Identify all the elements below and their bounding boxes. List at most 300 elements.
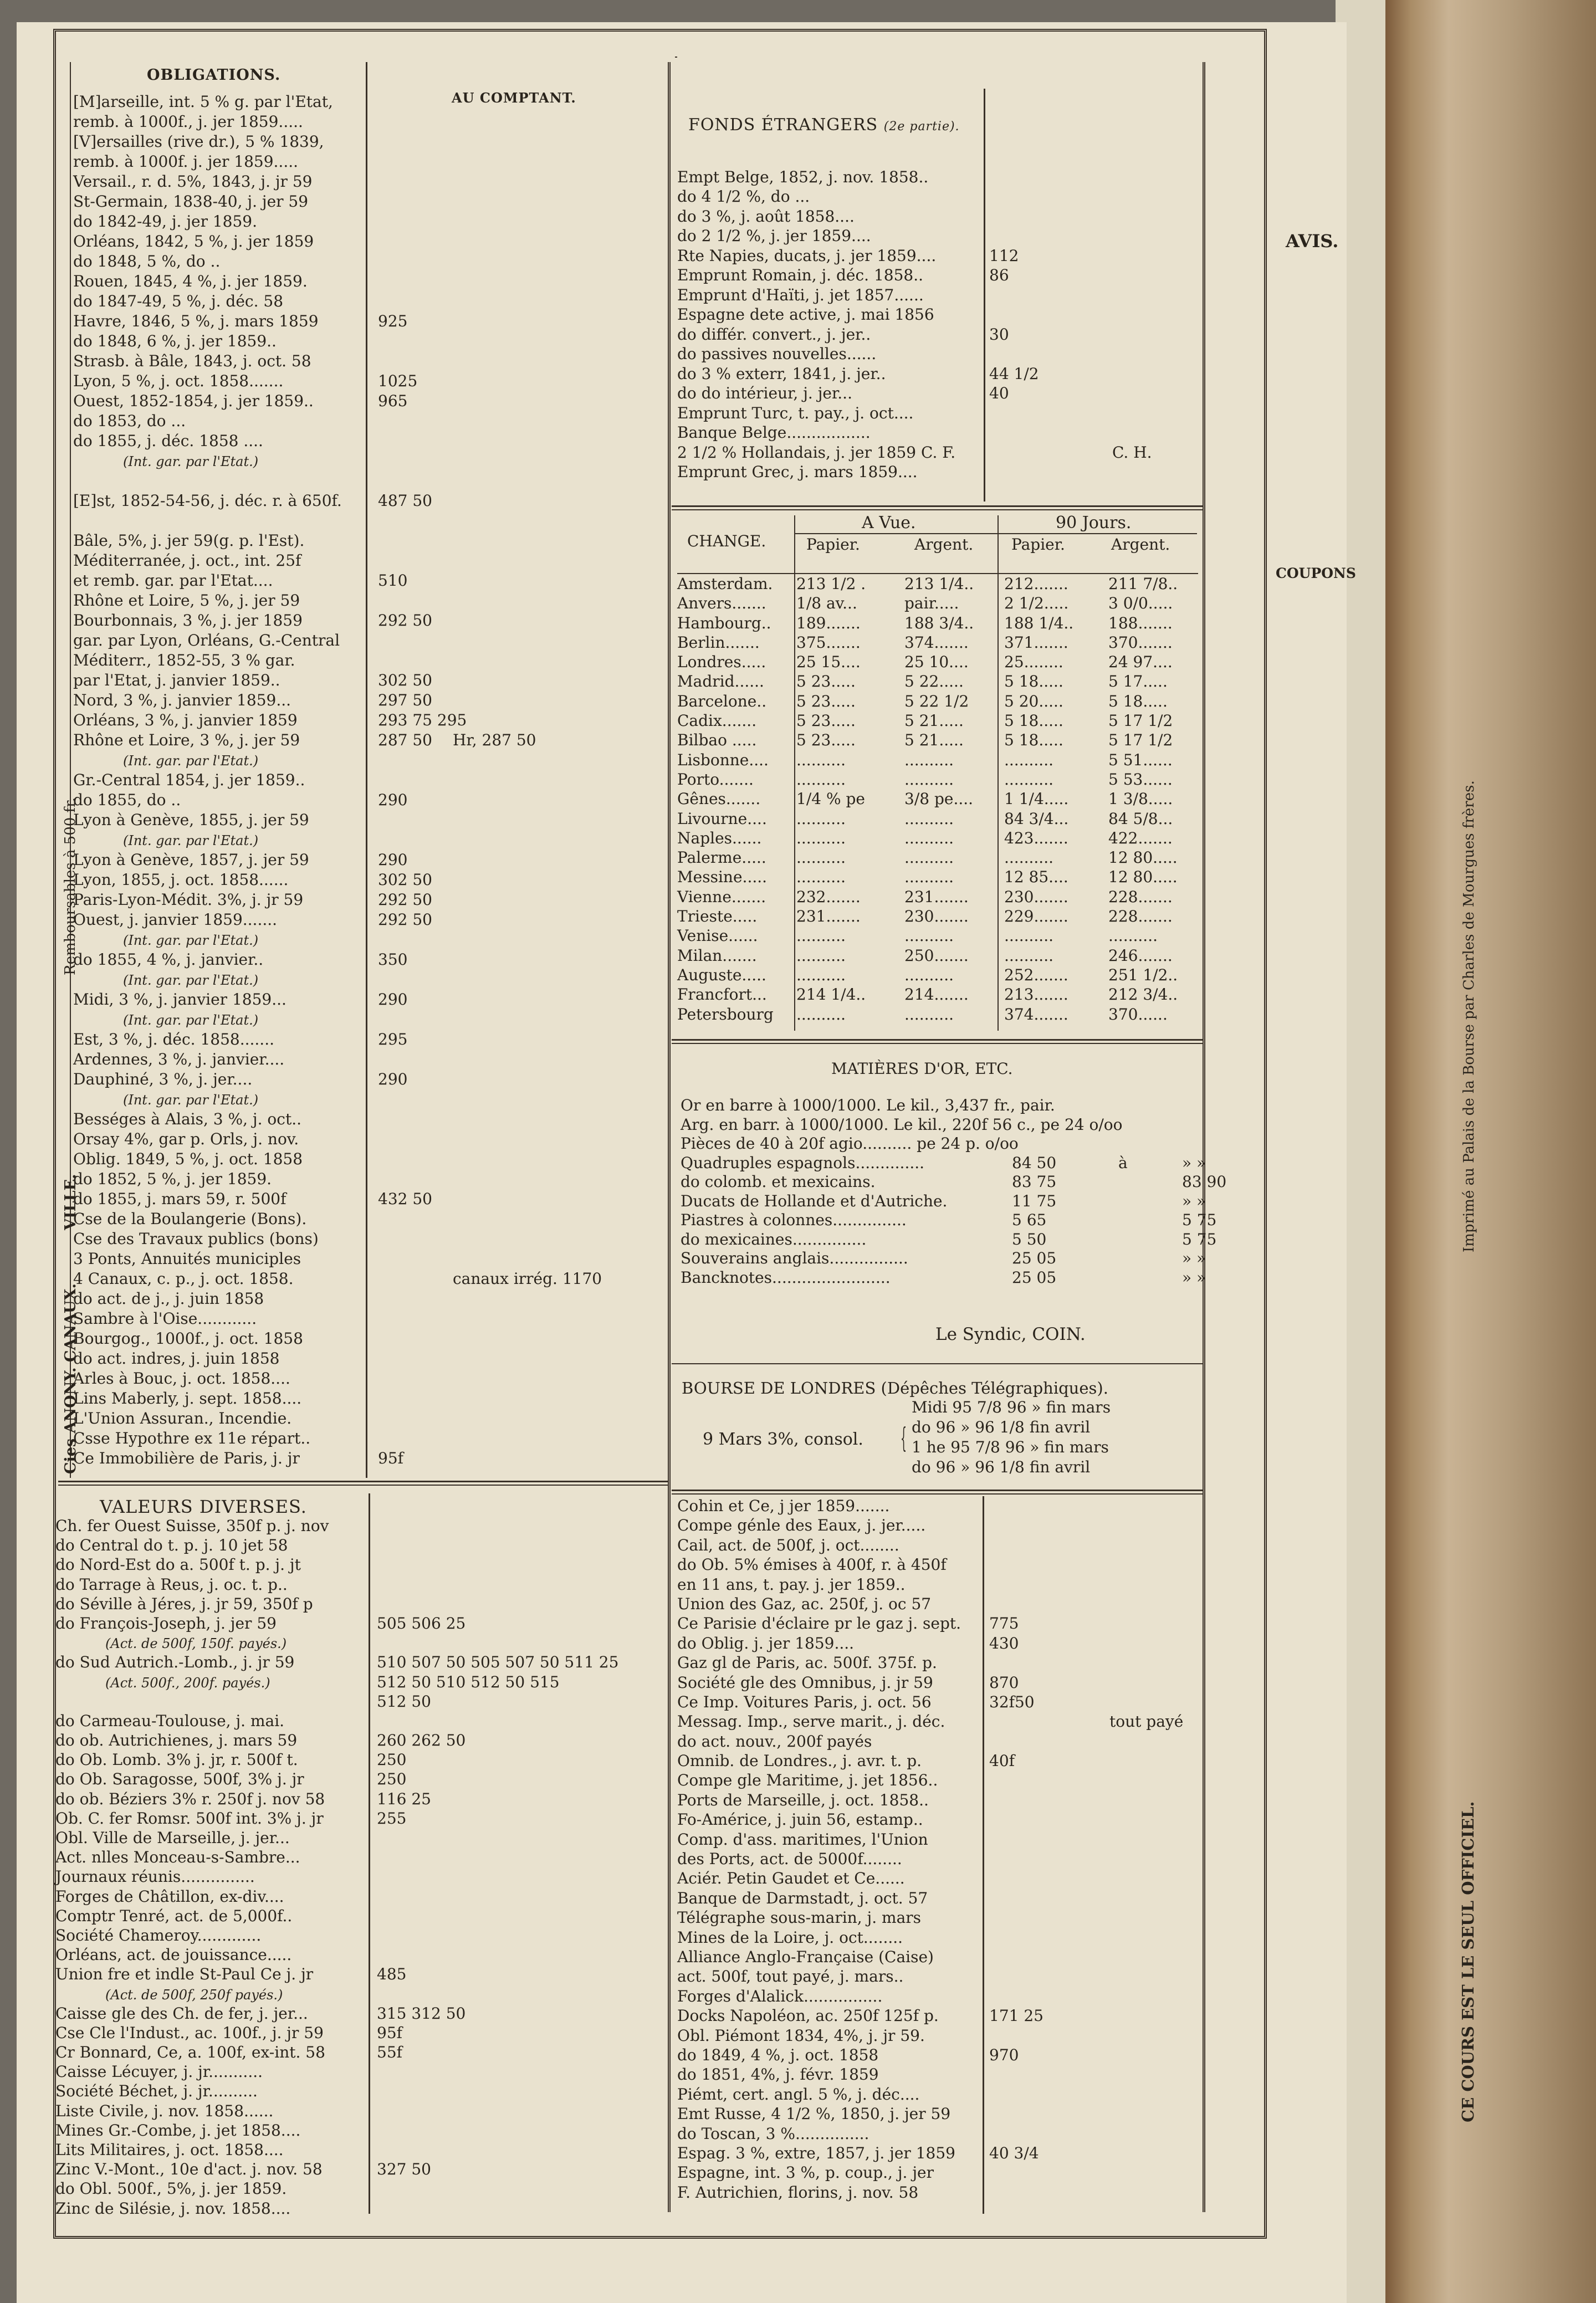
list-item: [73, 471, 666, 491]
item-name: Lins Maberly, j. sept. 1858....: [73, 1389, 302, 1408]
item-name: (Int. gar. par l'Etat.): [123, 753, 259, 769]
list-item: Midi 95 7/8 96 » fin mars: [912, 1398, 1111, 1416]
item-name: Ce Parisie d'éclaire pr le gaz j. sept.: [677, 1614, 961, 1633]
table-cell: pair.....: [904, 594, 959, 613]
list-item: [677, 2026, 1201, 2045]
table-row: [677, 887, 1201, 907]
change-subhead: Papier.: [1011, 535, 1065, 554]
item-name: Télégraphe sous-marin, j. mars: [677, 1908, 922, 1927]
item-price: 25 05: [1012, 1249, 1057, 1267]
fonds-list: [677, 147, 1198, 482]
table-cell: ..........: [904, 927, 954, 945]
table-row: [677, 828, 1201, 848]
book-spine: [1385, 0, 1596, 2303]
list-item: [677, 1967, 1201, 1986]
list-item: [677, 344, 1198, 364]
list-item: [55, 1672, 665, 1692]
table-cell: 5 17 1/2: [1108, 731, 1173, 750]
table-row: [677, 848, 1201, 867]
imprime-credit: Imprimé au Palais de la Bourse par Charles de Mourgues frères.: [1461, 780, 1477, 1252]
item-price: 512 50: [377, 1692, 431, 1711]
item-name: Havre, 1846, 5 %, j. mars 1859: [73, 312, 319, 330]
item-price: 95f: [378, 1449, 403, 1467]
item-price: 5 50: [1012, 1230, 1047, 1248]
item-name: Strasb. à Bâle, 1843, j. oct. 58: [73, 352, 311, 370]
item-price: 870: [989, 1673, 1019, 1692]
list-item: [73, 112, 666, 132]
list-item: [677, 1496, 1201, 1516]
table-cell: ..........: [1004, 750, 1054, 769]
item-price: 95f: [377, 2023, 402, 2042]
list-item: [677, 2006, 1201, 2025]
side-label-ville: VILLE.: [62, 1174, 79, 1230]
table-cell: ..........: [796, 1005, 846, 1023]
item-name: Lyon, 5 %, j. oct. 1858.......: [73, 372, 284, 390]
city: Francfort...: [677, 985, 767, 1004]
table-cell: 1 3/8.....: [1108, 790, 1173, 808]
list-item: [73, 850, 666, 870]
item-name: Lyon à Genève, 1855, j. jer 59: [73, 811, 309, 829]
list-item: [677, 1908, 1201, 1927]
list-item: [677, 443, 1198, 463]
list-item: [73, 291, 666, 311]
list-item: [73, 671, 666, 690]
list-item: [677, 1516, 1201, 1535]
list-item: [73, 1209, 666, 1229]
list-item: [677, 1732, 1201, 1751]
item-name: Quadruples espagnols..............: [681, 1153, 925, 1172]
list-item: [677, 1673, 1201, 1692]
change-head-90: 90 Jours.: [1056, 513, 1132, 533]
table-cell: 188 3/4..: [904, 613, 974, 632]
list-item: [73, 910, 666, 930]
table-cell: 213 1/4..: [904, 575, 974, 593]
table-cell: 214.......: [904, 985, 969, 1004]
item-name: (Int. gar. par l'Etat.): [123, 973, 259, 988]
item-name: do Séville à Jéres, j. jr 59, 350f p: [55, 1594, 313, 1613]
item-price: 30: [989, 325, 1009, 344]
list-item: [55, 2199, 665, 2218]
item-name: Cse de la Boulangerie (Bons).: [73, 1210, 307, 1228]
item-price: 432 50: [378, 1190, 432, 1208]
item-name: des Ports, act. de 5000f........: [677, 1850, 902, 1869]
list-item: [677, 246, 1198, 266]
list-item: [681, 1115, 1201, 1135]
item-name: do 3 % exterr, 1841, j. jer..: [677, 364, 886, 383]
city: Madrid......: [677, 672, 764, 691]
table-cell: 375.......: [796, 633, 861, 652]
item-price: 290: [378, 990, 408, 1009]
list-item: [677, 2085, 1201, 2104]
label-divider: [70, 62, 71, 1478]
item-name: Banque de Darmstadt, j. oct. 57: [677, 1889, 928, 1907]
item-name: do colomb. et mexicains.: [681, 1173, 876, 1191]
item-name: (Int. gar. par l'Etat.): [123, 1012, 259, 1028]
list-item: [677, 285, 1198, 305]
table-cell: 211 7/8..: [1108, 575, 1178, 593]
item-name: do ob. Autrichienes, j. mars 59: [55, 1731, 298, 1750]
list-item: [73, 611, 666, 631]
table-cell: 25 10....: [904, 653, 969, 672]
table-cell: 3/8 pe....: [904, 790, 974, 808]
item-name: do Oblig. j. jer 1859....: [677, 1634, 855, 1652]
table-cell: ..........: [796, 927, 846, 945]
list-item: [55, 1867, 665, 1886]
item-name: Alliance Anglo-Française (Caise): [677, 1947, 934, 1966]
table-row: [677, 770, 1201, 789]
list-item: [73, 1309, 666, 1329]
list-item: [73, 890, 666, 910]
table-cell: 5 23.....: [796, 692, 856, 710]
list-item: [55, 1964, 665, 1984]
table-row: [677, 789, 1201, 808]
syndic: Le Syndic, COIN.: [935, 1324, 1086, 1344]
item-name: (Act. de 500f, 150f. payés.): [105, 1636, 287, 1652]
item-name: (Int. gar. par l'Etat.): [123, 454, 259, 469]
table-row: [677, 672, 1201, 691]
table-cell: 231.......: [904, 887, 969, 906]
item-price: 5 65: [1012, 1211, 1047, 1229]
item-price: 55f: [377, 2043, 402, 2062]
item-name: remb. à 1000f. j. jer 1859.....: [73, 152, 299, 171]
item-name: en 11 ans, t. pay. j. jer 1859..: [677, 1575, 906, 1594]
item-price: 512 50 510 512 50 515: [377, 1672, 560, 1691]
item-name: Csse Hypothre ex 11e répart..: [73, 1429, 311, 1447]
coupons-heading: COUPONS: [1276, 565, 1356, 581]
item-price: 487 50: [378, 492, 432, 510]
city: Hambourg..: [677, 613, 771, 632]
city: Lisbonne....: [677, 750, 769, 769]
item-name: par l'Etat, j. janvier 1859..: [73, 671, 280, 689]
item-price: 510 507 50 505 507 50 511 25: [377, 1653, 619, 1672]
list-item: [73, 1109, 666, 1129]
list-item: [677, 1555, 1201, 1574]
list-item: [55, 2081, 665, 2101]
list-item: [73, 710, 666, 730]
table-cell: 189.......: [796, 613, 861, 632]
list-item: [73, 930, 666, 950]
list-item: [55, 1536, 665, 1555]
rule-tick: [675, 57, 677, 58]
item-name: Ce Immobilière de Paris, j. jr: [73, 1449, 300, 1467]
table-cell: 370......: [1108, 1005, 1168, 1023]
item-name: do Tarrage à Reus, j. oc. t. p..: [55, 1575, 288, 1594]
item-name: (Int. gar. par l'Etat.): [123, 833, 259, 848]
item-name: Obl. Ville de Marseille, j. jer...: [55, 1829, 290, 1847]
list-item: [677, 462, 1198, 482]
table-cell: 5 21.....: [904, 712, 964, 730]
list-item: [681, 1191, 1206, 1211]
item-name: Méditerr., 1852-55, 3 % gar.: [73, 651, 295, 669]
item-name: (Int. gar. par l'Etat.): [123, 1092, 259, 1108]
table-row: [677, 946, 1201, 965]
londres-brace: {: [901, 1422, 907, 1454]
table-row: [677, 574, 1201, 593]
table-cell: ..........: [1004, 927, 1054, 945]
side-label-remb: Remboursables à 500 fr.: [62, 797, 79, 975]
item-price: 775: [989, 1614, 1019, 1633]
item-price: 965: [378, 392, 408, 410]
table-cell: 12 85....: [1004, 868, 1068, 887]
list-item: [73, 451, 666, 471]
table-cell: 5 51......: [1108, 750, 1173, 769]
item-name: Piémt, cert. angl. 5 %, j. déc....: [677, 2085, 920, 2104]
item-name: Zinc V.-Mont., 10e d'act. j. nov. 58: [55, 2160, 323, 2179]
list-item: [73, 152, 666, 172]
item-name: do 1851, 4%, j. févr. 1859: [677, 2065, 879, 2084]
table-cell: ..........: [904, 750, 954, 769]
item-name: do 2 1/2 %, j. jer 1859....: [677, 227, 871, 245]
item-price: 260 262 50: [377, 1731, 466, 1750]
list-item: [73, 132, 666, 152]
table-cell: ..........: [796, 946, 846, 965]
city: Bilbao .....: [677, 731, 757, 750]
item-price: 292 50: [378, 910, 432, 929]
city: Palerme.....: [677, 848, 766, 867]
item-price: 290: [378, 791, 408, 809]
city: Messine.....: [677, 868, 768, 887]
list-item: [677, 1594, 1201, 1614]
item-name: act. 500f, tout payé, j. mars..: [677, 1967, 904, 1986]
item-name: Ch. fer Ouest Suisse, 350f p. j. nov: [55, 1517, 329, 1535]
list-item: [677, 364, 1198, 384]
table-cell: ..........: [1004, 848, 1054, 867]
item-name: Empt Belge, 1852, j. nov. 1858..: [677, 167, 929, 186]
item-price: à: [1118, 1153, 1128, 1172]
list-item: [73, 252, 666, 272]
item-name: L'Union Assuran., Incendie.: [73, 1409, 292, 1427]
list-item: [73, 571, 666, 591]
table-cell: 423.......: [1004, 828, 1068, 847]
table-cell: 374.......: [1004, 1005, 1068, 1023]
list-item: [677, 2143, 1201, 2163]
list-item: [55, 2179, 665, 2198]
table-cell: ..........: [796, 770, 846, 789]
item-name: Ouest, j. janvier 1859.......: [73, 910, 278, 929]
item-price: 86: [989, 266, 1009, 284]
list-item: [677, 1889, 1201, 1908]
table-cell: 5 18.....: [1004, 672, 1063, 691]
item-name: Espagne, int. 3 %, p. coup., j. jer: [677, 2163, 934, 2182]
list-item: [677, 147, 1198, 167]
list-item: [73, 990, 666, 1010]
item-name: Emprunt Turc, t. pay., j. oct....: [677, 403, 914, 422]
list-item: [55, 1731, 665, 1750]
table-cell: 1 1/4.....: [1004, 790, 1069, 808]
table-cell: 370.......: [1108, 633, 1173, 652]
list-item: [73, 391, 666, 411]
table-cell: 213.......: [1004, 985, 1068, 1004]
item-name: Cohin et Ce, j jer 1859.......: [677, 1497, 890, 1515]
item-name: do act. nouv., 200f payés: [677, 1732, 872, 1751]
table-row: [677, 809, 1201, 828]
list-item: do 96 » 96 1/8 fin avril: [912, 1418, 1091, 1436]
table-cell: ..........: [796, 848, 846, 867]
item-price: 297 50: [378, 691, 432, 709]
city: Livourne....: [677, 809, 767, 828]
item-name: Ouest, 1852-1854, j. jer 1859..: [73, 392, 314, 410]
city: Vienne.......: [677, 887, 766, 906]
item-price: 112: [989, 246, 1019, 265]
list-item: [73, 531, 666, 551]
list-item: [55, 2043, 665, 2062]
item-name: Bancknotes........................: [681, 1268, 891, 1287]
item-name: Orléans, act. de jouissance.....: [55, 1946, 292, 1964]
item-name: Oblig. 1849, 5 %, j. oct. 1858: [73, 1150, 303, 1168]
table-cell: 374.......: [904, 633, 969, 652]
list-item: [73, 1249, 666, 1269]
table-row: [677, 985, 1201, 1004]
item-name: Bourgog., 1000f., j. oct. 1858: [73, 1329, 303, 1348]
table-cell: 230.......: [1004, 887, 1068, 906]
item-name: Fo-Américe, j. juin 56, estamp..: [677, 1810, 923, 1829]
table-cell: 251 1/2..: [1108, 965, 1178, 984]
item-name: Comptr Tenré, act. de 5,000f..: [55, 1906, 293, 1925]
list-item: [73, 1050, 666, 1069]
table-cell: 5 18.....: [1108, 692, 1168, 710]
item-name: do différ. convert., j. jer..: [677, 325, 871, 344]
table-cell: ..........: [1004, 946, 1054, 965]
obligations-heading: OBLIGATIONS.: [147, 66, 281, 84]
change-subrule: [795, 533, 1197, 534]
list-item: [55, 1711, 665, 1731]
item-name: Messag. Imp., serve marit., j. déc.: [677, 1712, 945, 1731]
item-note: C. H.: [1112, 443, 1152, 462]
item-name: Société Chameroy.............: [55, 1926, 262, 1944]
table-cell: 371.......: [1004, 633, 1068, 652]
item-name: Forges d'Alalick................: [677, 1987, 883, 2005]
item-name: (Act. de 500f, 250f payés.): [105, 1987, 283, 2003]
item-name: Bességes à Alais, 3 %, j. oct..: [73, 1110, 302, 1128]
list-item: [55, 1887, 665, 1906]
item-price: 925: [378, 312, 408, 330]
list-item: [73, 331, 666, 351]
list-item: [73, 770, 666, 790]
item-name: do Ob. 5% émises à 400f, r. à 450f: [677, 1555, 947, 1574]
item-name: Cr Bonnard, Ce, a. 100f, ex-int. 58: [55, 2043, 325, 2062]
fonds-heading: [688, 115, 960, 135]
item-name: Versail., r. d. 5%, 1843, j. jr 59: [73, 172, 313, 191]
item-price: 302 50: [378, 871, 432, 889]
item-name: Midi, 3 %, j. janvier 1859...: [73, 990, 287, 1009]
table-cell: ..........: [904, 868, 954, 887]
city: Petersbourg: [677, 1005, 774, 1023]
item-price: 510: [378, 571, 408, 590]
table-cell: 5 53......: [1108, 770, 1173, 789]
item-name: do 1852, 5 %, j. jer 1859.: [73, 1170, 272, 1188]
item-price: 430: [989, 1634, 1019, 1652]
list-item: [677, 2124, 1201, 2143]
matieres-heading: MATIÈRES D'OR, ETC.: [831, 1060, 1013, 1078]
city: Amsterdam.: [677, 575, 773, 593]
list-item: [73, 790, 666, 810]
list-item: [73, 272, 666, 291]
item-name: Rouen, 1845, 4 %, j. jer 1859.: [73, 272, 308, 290]
list-item: [677, 1849, 1201, 1869]
item-name: Union des Gaz, ac. 250f, j. oc 57: [677, 1594, 932, 1613]
table-cell: 422.......: [1108, 828, 1173, 847]
list-item: [677, 1770, 1201, 1790]
item-name: Société Béchet, j. jr..........: [55, 2082, 258, 2101]
list-item: [55, 1847, 665, 1867]
change-subhead: Argent.: [1111, 535, 1170, 554]
list-item: [677, 2104, 1201, 2123]
table-row: [677, 692, 1201, 711]
list-item: [73, 1010, 666, 1030]
item-name: St-Germain, 1838-40, j. jer 59: [73, 192, 309, 211]
item-name: Mines Gr.-Combe, j. jet 1858....: [55, 2121, 301, 2140]
item-price: » »: [1182, 1153, 1206, 1172]
list-item: [677, 1712, 1201, 1731]
item-price: 315 312 50: [377, 2004, 466, 2023]
item-price: 292 50: [378, 891, 432, 909]
list-item: [73, 431, 666, 451]
item-price: 290: [378, 851, 408, 869]
list-item: [677, 1751, 1201, 1770]
table-cell: 1/4 % pe: [796, 790, 865, 808]
londres-left: 9 Mars 3%, consol.: [703, 1430, 863, 1449]
item-price: 293 75 295: [378, 711, 467, 729]
list-item: [73, 1329, 666, 1349]
table-row: [677, 1005, 1201, 1024]
item-name: Cail, act. de 500f, j. oct........: [677, 1536, 899, 1554]
list-item: [73, 1349, 666, 1369]
item-name: do 1849, 4 %, j. oct. 1858: [677, 2045, 879, 2064]
item-price: 250: [377, 1751, 407, 1769]
table-cell: ..........: [904, 770, 954, 789]
table-row: [677, 633, 1201, 652]
table-cell: ..........: [796, 965, 846, 984]
list-item: [677, 2045, 1201, 2065]
list-item: [681, 1268, 1206, 1288]
item-name: do ob. Béziers 3% r. 250f j. nov 58: [55, 1789, 325, 1808]
city: Auguste.....: [677, 965, 766, 984]
item-name: Docks Napoléon, ac. 250f 125f p.: [677, 2007, 939, 2025]
list-item: [73, 870, 666, 890]
item-name: do 1855, do ..: [73, 791, 181, 809]
item-name: do Carmeau-Toulouse, j. mai.: [55, 1711, 285, 1730]
item-name: Union fre et indle St-Paul Ce j. jr: [55, 1965, 314, 1984]
list-item: [55, 2004, 665, 2023]
list-item: [55, 2140, 665, 2159]
list-item: [677, 1653, 1201, 1672]
table-row: [677, 711, 1201, 730]
item-name: do François-Joseph, j. jer 59: [55, 1614, 277, 1632]
londres-list: [912, 1398, 1200, 1477]
list-item: [55, 1594, 665, 1614]
list-item: [73, 730, 666, 750]
list-item: [677, 383, 1198, 403]
city: Milan.......: [677, 946, 757, 965]
item-price: 250: [377, 1770, 407, 1789]
item-name: Cse des Travaux publics (bons): [73, 1230, 319, 1248]
table-cell: ..........: [796, 750, 846, 769]
valeurs-list: [55, 1516, 665, 2218]
table-cell: 188 1/4..: [1004, 613, 1074, 632]
list-item: [55, 1555, 665, 1574]
list-item: [55, 2121, 665, 2140]
table-cell: 5 17 1/2: [1108, 712, 1173, 730]
table-cell: ..........: [796, 809, 846, 828]
table-cell: 12 80.....: [1108, 868, 1178, 887]
item-name: Lyon à Genève, 1857, j. jer 59: [73, 851, 309, 869]
table-cell: 228.......: [1108, 887, 1173, 906]
item-name: Journaux réunis...............: [55, 1867, 255, 1886]
change-table: [677, 574, 1201, 1024]
list-item: [73, 371, 666, 391]
item-name: do 1842-49, j. jer 1859.: [73, 212, 258, 231]
item-name: do do intérieur, j. jer...: [677, 384, 852, 402]
